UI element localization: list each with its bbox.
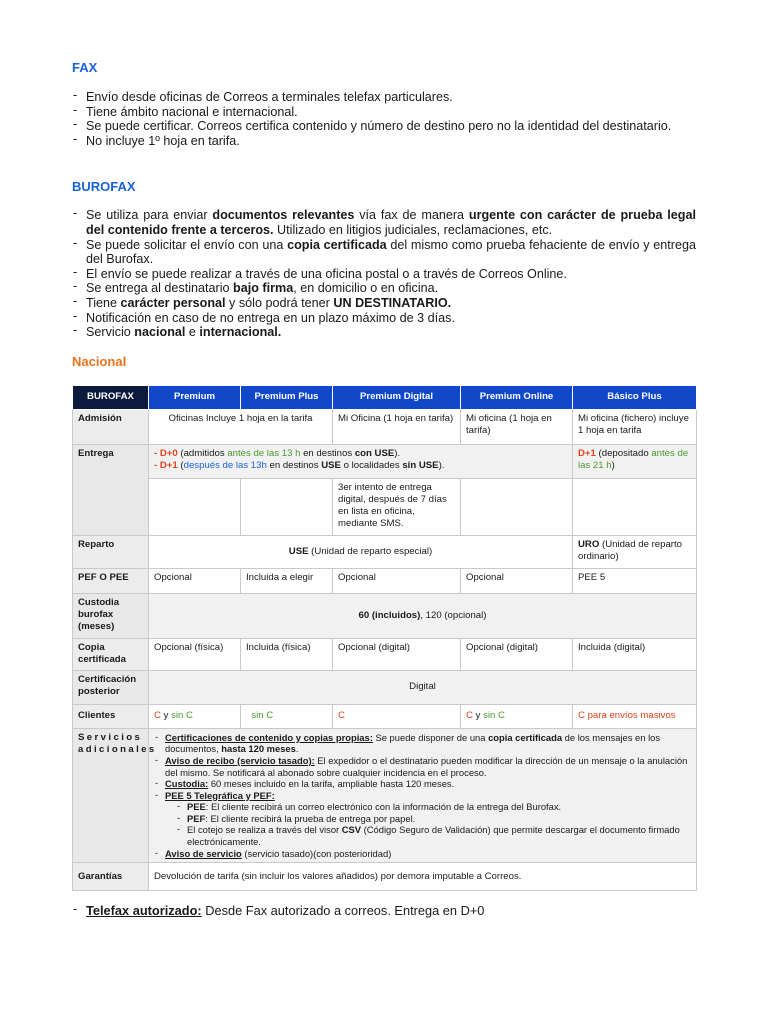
table-row (73, 728, 697, 863)
row-label: PEF O PEE (73, 568, 149, 593)
list-item: - Tiene ámbito nacional e internacional. (72, 105, 696, 120)
table-cell: 60 (incluidos), 120 (opcional) (149, 593, 697, 638)
list-item: - Telefax autorizado: Desde Fax autorizado a correos. Entrega en D+0 (72, 904, 696, 919)
table-header-row (73, 385, 697, 409)
row-label: Entrega (73, 444, 149, 535)
row-label: Admisión (73, 409, 149, 444)
table-row (73, 593, 697, 638)
table-row (73, 478, 697, 535)
table-cell: PEE 5 (573, 568, 697, 593)
list-item: - PEF: El cliente recibirá la prueba de entrega por papel. (176, 813, 691, 825)
row-label: Servicios adicionales (73, 728, 149, 863)
list-item: - Aviso de servicio (servicio tasado)(con posterioridad) (154, 848, 691, 860)
table-cell: Opcional (149, 568, 241, 593)
servicios-list (154, 732, 691, 860)
column-header: Básico Plus (573, 385, 697, 409)
burofax-heading: BUROFAX (72, 179, 136, 195)
column-header: Premium Plus (241, 385, 333, 409)
table-cell (149, 444, 573, 478)
list-item: - PEE: El cliente recibirá un correo electrónico con la información de la entrega del Burofax. (176, 801, 691, 813)
table-cell (573, 478, 697, 535)
table-cell: Incluida (física) (241, 638, 333, 670)
entrega-line-d0: - D+0 (admitidos antes de las 13 h en destinos con USE). (154, 447, 401, 459)
table-cell: C (333, 704, 461, 728)
list-item: - Tiene carácter personal y sólo podrá tener UN DESTINATARIO. (72, 296, 696, 311)
list-item: - PEE 5 Telegráfica y PEF: - PEE: El cliente recibirá un correo electrónico con la información de la entrega del Burofax. - PEF: El cliente recibirá la prueba de entrega por papel. - El cotejo se realiza a través del visor CSV (Código Seguro de Validación) que permite descargar el documento firmado electrónicamente. (154, 790, 691, 848)
table-cell: Opcional (digital) (333, 638, 461, 670)
row-label: Garantías (73, 863, 149, 891)
table-cell: C y sin C (149, 704, 241, 728)
column-header: BUROFAX (73, 385, 149, 409)
table-row (73, 535, 697, 568)
list-item: - Certificaciones de contenido y copias propias: Se puede disponer de una copia certificada de los mensajes en los documentos, hasta 120 meses. (154, 732, 691, 755)
table-cell: Opcional (digital) (461, 638, 573, 670)
table-cell (149, 728, 697, 863)
row-label: Custodia burofax (meses) (73, 593, 149, 638)
table-cell: Opcional (333, 568, 461, 593)
table-row (73, 638, 697, 670)
table-cell: Mi Oficina (1 hoja en tarifa) (333, 409, 461, 444)
list-item: - Se puede solicitar el envío con una copia certificada del mismo como prueba fehaciente de envío y entrega del Burofax. (72, 238, 696, 267)
table-row (73, 670, 697, 704)
table-cell: sin C (241, 704, 333, 728)
table-cell (241, 478, 333, 535)
table-cell: Mi oficina (1 hoja en tarifa) (461, 409, 573, 444)
table-cell: Digital (149, 670, 697, 704)
list-item: - Servicio nacional e internacional. (72, 325, 696, 340)
table-row (73, 409, 697, 444)
column-header: Premium (149, 385, 241, 409)
burofax-tariff-table (72, 385, 697, 892)
row-label: Copia certificada (73, 638, 149, 670)
list-item: - Custodia: 60 meses incluido en la tarifa, ampliable hasta 120 meses. (154, 778, 691, 790)
table-cell (149, 478, 241, 535)
table-cell: C para envíos masivos (573, 704, 697, 728)
table-cell: Devolución de tarifa (sin incluir los valores añadidos) por demora imputable a Correos. (149, 863, 697, 891)
fax-list (72, 90, 696, 148)
table-cell: C y sin C (461, 704, 573, 728)
entrega-line-d1: - D+1 (después de las 13h en destinos USE o localidades sin USE). (154, 459, 445, 471)
table-cell: 3er intento de entrega digital, después de 7 días en lista en oficina, mediante SMS. (333, 478, 461, 535)
list-item: - Envío desde oficinas de Correos a terminales telefax particulares. (72, 90, 696, 105)
table-cell: Opcional (física) (149, 638, 241, 670)
table-cell: Mi oficina (fichero) incluye 1 hoja en tarifa (573, 409, 697, 444)
row-label: Reparto (73, 535, 149, 568)
row-label: Clientes (73, 704, 149, 728)
table-cell: Incluida (digital) (573, 638, 697, 670)
table-row (73, 704, 697, 728)
list-item: - No incluye 1º hoja en tarifa. (72, 134, 696, 149)
document-page (72, 60, 696, 919)
table-cell: URO (Unidad de reparto ordinario) (573, 535, 697, 568)
table-row (73, 444, 697, 478)
nacional-heading: Nacional (72, 353, 127, 369)
list-item: - Notificación en caso de no entrega en un plazo máximo de 3 días. (72, 311, 696, 326)
table-cell: USE (Unidad de reparto especial) (149, 535, 573, 568)
table-row (73, 568, 697, 593)
list-item: - Se puede certificar. Correos certifica contenido y número de destino pero no la identidad del destinatario. (72, 119, 696, 134)
list-item: - Se utiliza para enviar documentos relevantes vía fax de manera urgente con carácter de prueba legal del contenido frente a terceros. Utilizado en litigios judiciales, reclamaciones, etc. (72, 208, 696, 237)
burofax-list (72, 208, 696, 339)
table-cell: Oficinas Incluye 1 hoja en la tarifa (149, 409, 333, 444)
list-item: - El cotejo se realiza a través del visor CSV (Código Seguro de Validación) que permite descargar el documento firmado electrónicamente. (176, 824, 691, 847)
servicios-sublist (165, 801, 691, 847)
table-row (73, 863, 697, 891)
table-cell: Incluida a elegir (241, 568, 333, 593)
list-item: - Se entrega al destinatario bajo firma, en domicilio o en oficina. (72, 281, 696, 296)
list-item: - El envío se puede realizar a través de una oficina postal o a través de Correos Online. (72, 267, 696, 282)
telefax-list (72, 904, 696, 919)
list-item: - Aviso de recibo (servicio tasado): El expedidor o el destinatario pueden modificar la dirección de un mensaje o la anulación del mismo. Se notificará al abonado sobre cualquier incidencia en el proceso. (154, 755, 691, 778)
column-header: Premium Digital (333, 385, 461, 409)
row-label: Certificación posterior (73, 670, 149, 704)
table-cell (461, 478, 573, 535)
table-cell: Opcional (461, 568, 573, 593)
fax-heading: FAX (72, 60, 98, 75)
table-cell: D+1 (depositado antes de las 21 h) (573, 444, 697, 478)
column-header: Premium Online (461, 385, 573, 409)
